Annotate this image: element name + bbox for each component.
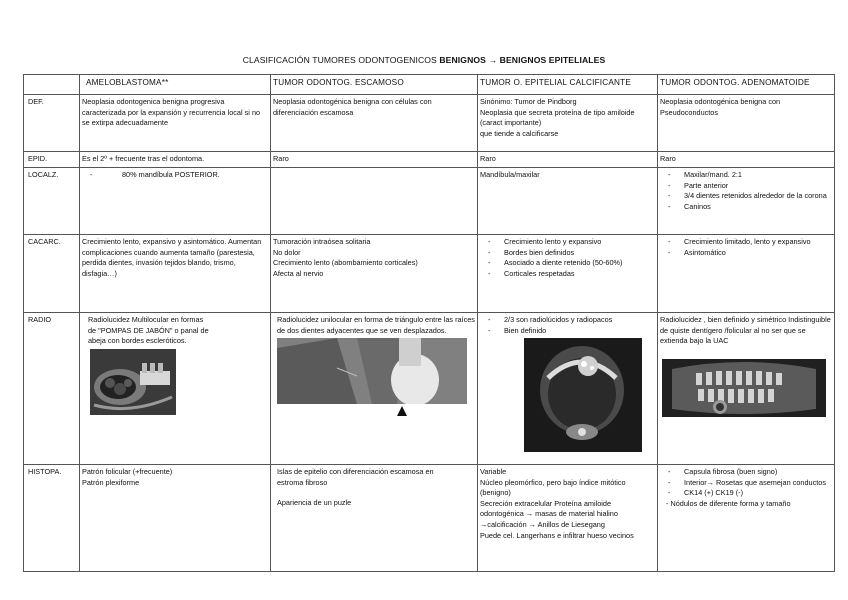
xray-image-escamoso [277,338,467,404]
text-line: Núcleo pleomórfico, pero bajo índice mitótico (benigno) [480,477,626,498]
list-item: - Bordes bien definidos [480,248,655,259]
list-item: - Parte anterior [660,181,832,192]
header-escamoso: TUMOR ODONTOG. ESCAMOSO [271,75,478,95]
row-label: DEF. [24,95,80,152]
text-line: Patrón plexiforme [82,477,140,487]
classification-table [23,74,835,572]
list-item: - Crecimiento lento y expansivo [480,237,655,248]
row-def [24,95,835,152]
radio-text: Radiolucidez , bien definido y simétrico Indistinguible de quiste dentígero /folicular al no ser que se extienda bajo la UAC [660,315,831,346]
text-block: Islas de epitelio con diferenciación escamosa en estroma fibroso [277,467,434,487]
cell-local-calcificante: Mandíbula/maxilar [478,168,658,235]
row-localizacion [24,168,835,235]
row-epid [24,152,835,168]
bullet-list [660,467,832,499]
row-label: LOCALZ. [24,168,80,235]
cell-histo-ameloblastoma [80,465,271,572]
text-line: - Nódulos de diferente forma y tamaño [666,498,791,508]
cell-def-ameloblastoma: Neoplasia odontogenica benigna progresiva caracterizada por la expansión y recurrencia local si no se extirpa adecuadamente [80,95,271,152]
bullet-list [480,237,655,279]
header-ameloblastoma: AMELOBLASTOMA** [80,75,271,95]
header-calcificante: TUMOR O. EPITELIAL CALCIFICANTE [478,75,658,95]
list-item: - Corticales respetadas [480,269,655,280]
cell-histo-adenomatoide [658,465,835,572]
radio-text: Radiolucidez unilocular en forma de triángulo entre las raíces de dos dientes adyacentes que se ven desplazados. [277,315,475,335]
list-item: - Capsula fibrosa (buen signo) [660,467,832,478]
row-label: EPID. [24,152,80,168]
text-line: que tiende a calcificarse [480,128,559,138]
cell-local-ameloblastoma [80,168,271,235]
list-item: - 80% mandíbula POSTERIOR. [82,170,268,181]
list-item: - Maxilar/mand. 2:1 [660,170,832,181]
list-item: - Crecimiento limitado, lento y expansivo [660,237,832,248]
cell-radio-ameloblastoma [80,313,271,465]
cell-caract-escamoso [271,235,478,313]
list-item: - Bien definido [480,326,655,337]
arrow-marker-icon [397,406,407,416]
bullet-list [660,237,832,258]
header-row [24,75,835,95]
list-item: - Caninos [660,202,832,213]
cell-def-adenomatoide: Neoplasia odontogénica benigna con Pseudoconductos [658,95,835,152]
header-empty [24,75,80,95]
cell-caract-calcificante [478,235,658,313]
cell-radio-adenomatoide [658,313,835,465]
text-line: Tumoración intraósea solitaria [273,237,371,246]
row-caracteristicas [24,235,835,313]
text-line: Puede cel. Langerhans e infiltrar hueso vecinos [480,530,634,540]
text-line: No dolor [273,247,301,257]
bullet-list [660,170,832,212]
cell-epid-calcificante: Raro [478,152,658,168]
bullet-list [82,170,268,181]
xray-image-ameloblastoma [90,349,176,415]
cell-def-escamoso: Neoplasia odontogénica benigna con células con diferenciación escamosa [271,95,478,152]
cell-epid-adenomatoide: Raro [658,152,835,168]
text-line: Sinónimo: Tumor de Pindborg [480,97,577,106]
list-item: - Asociado a diente retenido (50-60%) [480,258,655,269]
text-block: Apariencia de un puzle [277,498,352,508]
ct-image-calcificante [524,338,642,452]
radio-text: Radiolucidez Multilocular en formas de "POMPAS DE JABÓN" o panal de abeja con bordes escleróticos. [88,315,209,346]
text-line: Secreción extracelular Proteína amiloide odontogénica → masas de material hialino →calcificación → Anillos de Liesegang [480,498,618,529]
header-adenomatoide: TUMOR ODONTOG. ADENOMATOIDE [658,75,835,95]
cell-caract-adenomatoide [658,235,835,313]
page-title: CLASIFICACIÓN TUMORES ODONTOGENICOS BENIGNOS → BENIGNOS EPITELIALES [242,55,606,65]
xray-image-adenomatoide [662,359,826,417]
bullet-list [480,315,655,336]
text-line: Afecta al nervio [273,268,324,278]
row-label: RADIO [24,313,80,465]
cell-histo-calcificante [478,465,658,572]
text-line: Patrón folicular (+frecuente) [82,467,173,476]
list-item: - CK14 (+) CK19 (-) [660,488,832,499]
row-label: CACARC. [24,235,80,313]
cell-radio-calcificante [478,313,658,465]
cell-epid-escamoso: Raro [271,152,478,168]
text-line: Neoplasia que secreta proteína de tipo amiloide (caract importante) [480,107,635,128]
list-item: - 3/4 dientes retenidos alrededor de la corona [660,191,832,202]
row-histopatologia [24,465,835,572]
list-item: - Interior→ Rosetas que asemejan conductos [660,478,832,489]
cell-def-calcificante [478,95,658,152]
cell-epid-ameloblastoma: Es el 2º + frecuente tras el odontoma. [80,152,271,168]
text-line: Variable [480,467,507,476]
cell-caract-ameloblastoma: Crecimiento lento, expansivo y asintomático. Aumentan complicaciones cuando aumenta tamaño (parestesia, perdida dientes, invasión tejidos blando, trismo, disfagia…) [80,235,271,313]
cell-local-adenomatoide [658,168,835,235]
cell-radio-escamoso [271,313,478,465]
text-line: Crecimiento lento (abombamiento corticales) [273,258,418,268]
list-item: - 2/3 son radiolúcidos y radiopacos [480,315,655,326]
cell-histo-escamoso [271,465,478,572]
row-label: HISTOPA. [24,465,80,572]
cell-local-escamoso [271,168,478,235]
list-item: - Asintomático [660,248,832,259]
row-radio [24,313,835,465]
